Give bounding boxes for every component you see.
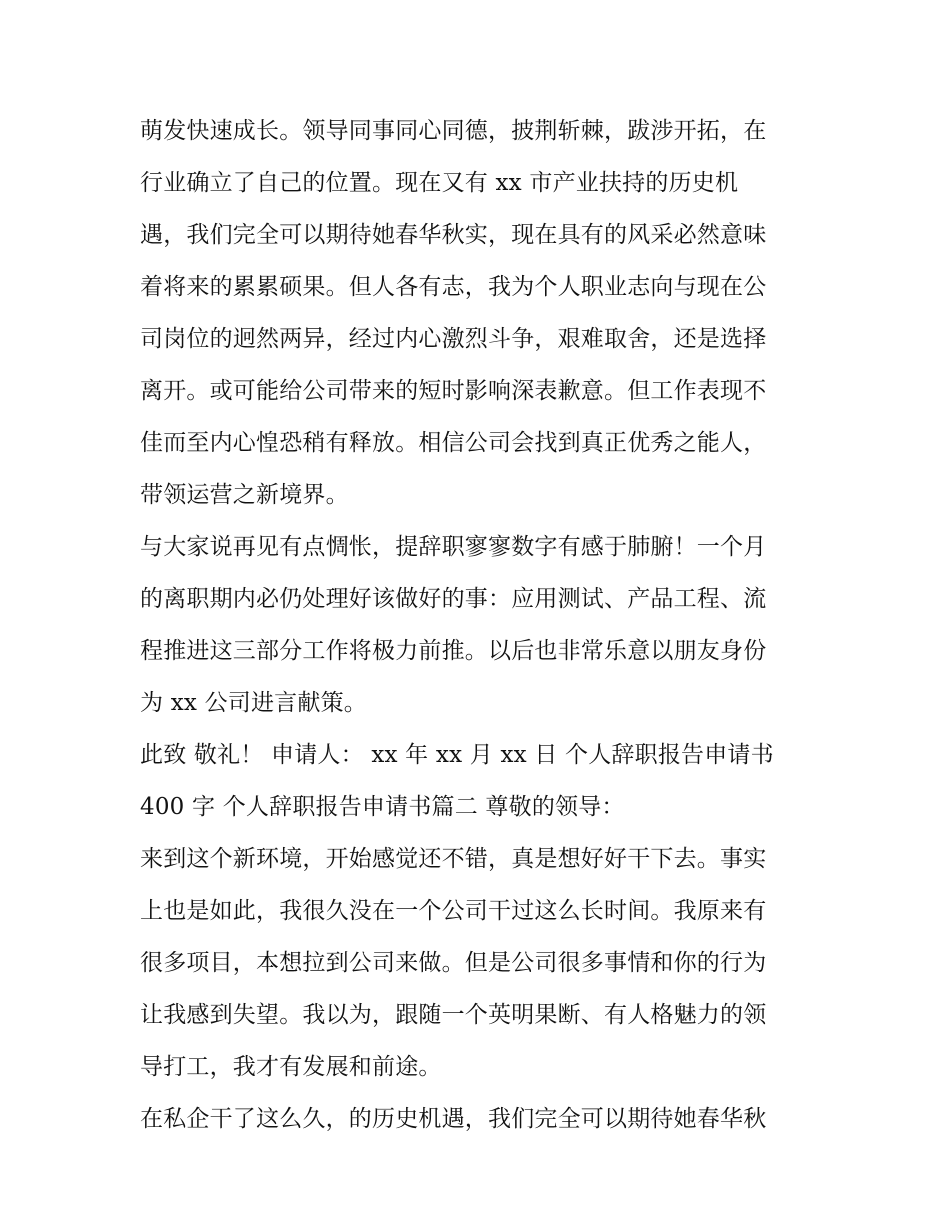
text-line: 让我感到失望。我以为，跟随一个英明果断、有人格魅力的领 <box>140 1002 767 1028</box>
text-line: 在私企干了这么久，的历史机遇，我们完全可以期待她春华秋 <box>140 1106 767 1132</box>
text-line: 着将来的累累硕果。但人各有志，我为个人职业志向与现在公 <box>140 274 767 300</box>
text-line: 的离职期内必仍处理好该做好的事：应用测试、产品工程、流 <box>140 586 767 612</box>
text-line: 离开。或可能给公司带来的短时影响深表歉意。但工作表现不 <box>140 378 767 404</box>
text-line: 佳而至内心惶恐稍有释放。相信公司会找到真正优秀之能人， <box>140 430 767 456</box>
text-line: 为 xx 公司进言献策。 <box>140 690 367 716</box>
text-line: 来到这个新环境，开始感觉还不错，真是想好好干下去。事实 <box>140 846 767 872</box>
text-line: 行业确立了自己的位置。现在又有 xx 市产业扶持的历史机 <box>140 170 739 196</box>
text-line: 与大家说再见有点惆怅，提辞职寥寥数字有感于肺腑！一个月 <box>140 534 767 560</box>
text-line: 程推进这三部分工作将极力前推。以后也非常乐意以朋友身份 <box>140 638 767 664</box>
text-line: 遇，我们完全可以期待她春华秋实，现在具有的风采必然意味 <box>140 222 767 248</box>
document-body <box>140 105 815 1145</box>
text-line: 400 字 个人辞职报告申请书篇二 尊敬的领导： <box>140 794 625 820</box>
text-line: 此致 敬礼！ 申请人： xx 年 xx 月 xx 日 个人辞职报告申请书 <box>140 742 774 768</box>
text-line: 萌发快速成长。领导同事同心同德，披荆斩棘，跋涉开拓，在 <box>140 118 767 144</box>
text-line: 带领运营之新境界。 <box>140 482 349 508</box>
text-line: 司岗位的迥然两异，经过内心激烈斗争，艰难取舍，还是选择 <box>140 326 767 352</box>
text-line: 很多项目，本想拉到公司来做。但是公司很多事情和你的行为 <box>140 950 767 976</box>
text-line: 上也是如此，我很久没在一个公司干过这么长时间。我原来有 <box>140 898 767 924</box>
text-line: 导打工，我才有发展和前途。 <box>140 1054 442 1080</box>
